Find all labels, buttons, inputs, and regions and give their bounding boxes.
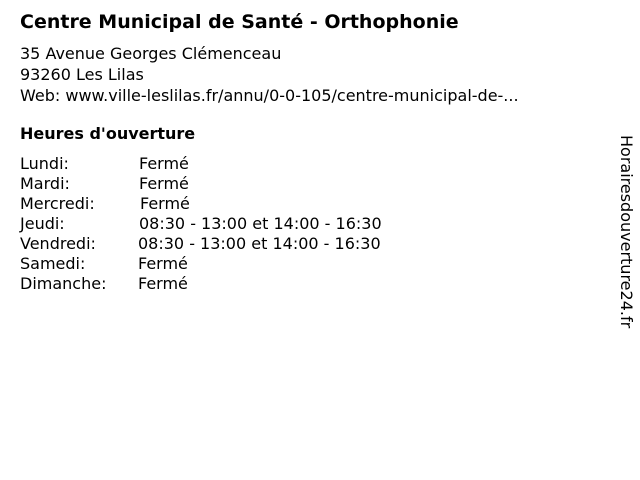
- page-title: Centre Municipal de Santé - Orthophonie: [20, 11, 459, 33]
- day-label: Jeudi:: [20, 214, 65, 233]
- hours-value: 08:30 - 13:00 et 14:00 - 16:30: [138, 234, 381, 253]
- address-block: [20, 43, 519, 106]
- hours-heading: Heures d'ouverture: [20, 124, 196, 143]
- day-label: Mercredi:: [20, 194, 95, 213]
- site-watermark: Horairesdouverture24.fr: [617, 135, 636, 329]
- day-label: Vendredi:: [20, 234, 96, 253]
- day-label: Lundi:: [20, 154, 69, 173]
- hours-value: Fermé: [138, 274, 188, 293]
- hours-value: Fermé: [139, 154, 189, 173]
- street-address: 35 Avenue Georges Clémenceau: [20, 44, 282, 63]
- day-label: Dimanche:: [20, 274, 107, 293]
- hours-value: Fermé: [140, 194, 190, 213]
- hours-value: 08:30 - 13:00 et 14:00 - 16:30: [139, 214, 382, 233]
- city-postal: 93260 Les Lilas: [20, 65, 144, 84]
- hours-value: Fermé: [139, 174, 189, 193]
- day-label: Samedi:: [20, 254, 86, 273]
- hours-value: Fermé: [138, 254, 188, 273]
- website-link[interactable]: Web: www.ville-leslilas.fr/annu/0-0-105/centre-municipal-de-...: [20, 86, 519, 105]
- day-label: Mardi:: [20, 174, 70, 193]
